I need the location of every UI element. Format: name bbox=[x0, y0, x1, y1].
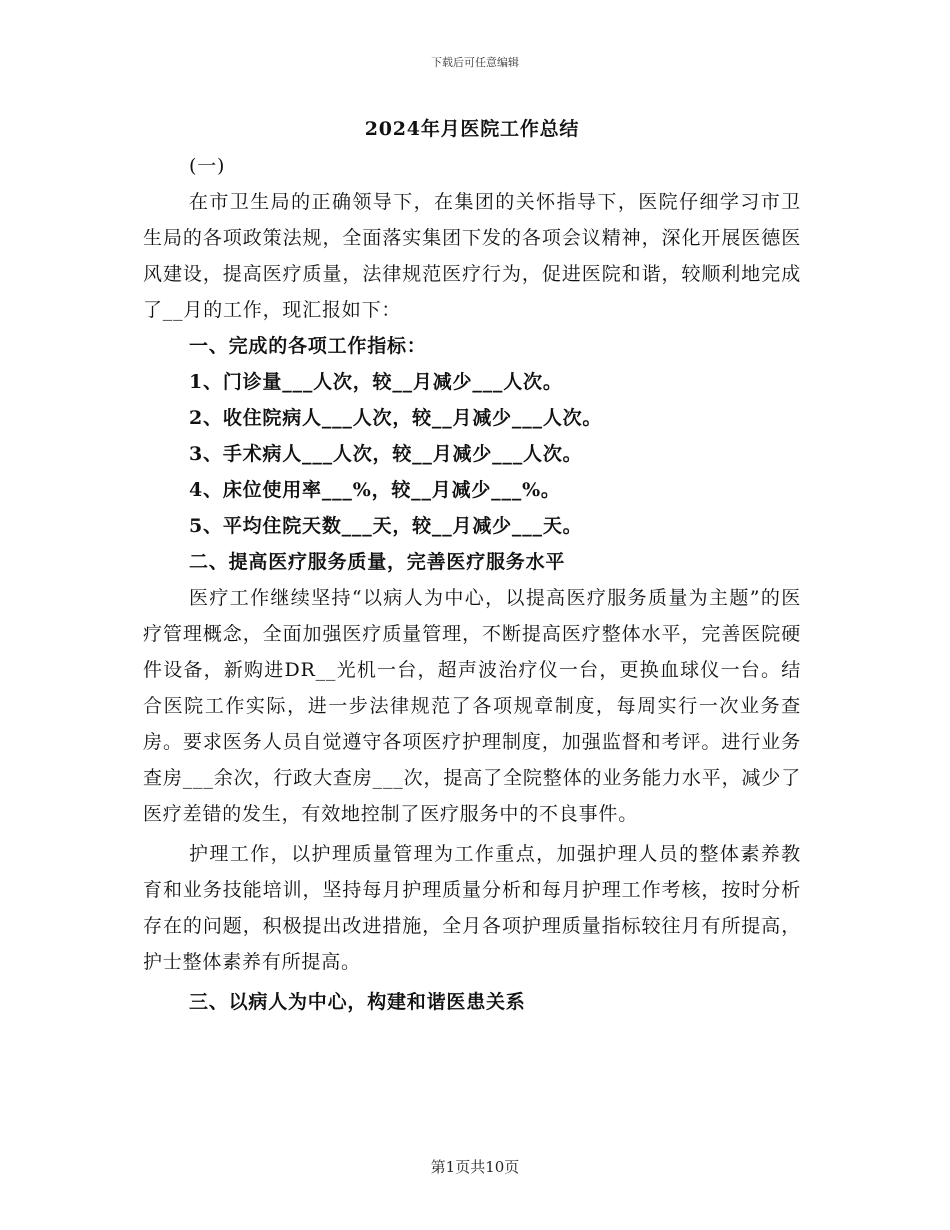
part-label: (一) bbox=[189, 155, 226, 177]
indicator-item-5: 5、平均住院天数___天，较__月减少___天。 bbox=[189, 515, 583, 537]
nursing-work-paragraph: 护理工作，以护理质量管理为工作重点，加强护理人员的整体素养教育和业务技能培训，坚持每月护理质量分析和每月护理工作考核，按时分析存在的问题，积极提出改进措施，全月各项护理质量指标较往月有所提高，护士整体素养有所提高。 bbox=[143, 843, 801, 973]
indicator-item-3: 3、手术病人___人次，较__月减少___人次。 bbox=[189, 443, 583, 465]
section2-heading: 二、提高医疗服务质量，完善医疗服务水平 bbox=[189, 551, 566, 573]
indicator-item-1: 1、门诊量___人次，较__月减少___人次。 bbox=[189, 371, 563, 393]
document-body bbox=[143, 112, 801, 1020]
page-header-note: 下载后可任意编辑 bbox=[431, 56, 519, 69]
medical-work-paragraph: 医疗工作继续坚持“以病人为中心，以提高医疗服务质量为主题”的医疗管理概念，全面加强医疗质量管理，不断提高医疗整体水平，完善医院硬件设备，新购进DR__光机一台，超声波治疗仪一台，更换血球仪一台。结合医院工作实际，进一步法律规范了各项规章制度，每周实行一次业务查房。要求医务人员自觉遵守各项医疗护理制度，加强监督和考评。进行业务查房___余次，行政大查房___次，提高了全院整体的业务能力水平，减少了医疗差错的发生，有效地控制了医疗服务中的不良事件。 bbox=[143, 587, 801, 825]
intro-paragraph: 在市卫生局的正确领导下，在集团的关怀指导下，医院仔细学习市卫生局的各项政策法规，全面落实集团下发的各项会议精神，深化开展医德医风建设，提高医疗质量，法律规范医疗行为，促进医院和谐，较顺利地完成了__月的工作，现汇报如下： bbox=[143, 191, 801, 321]
section3-heading: 三、以病人为中心，构建和谐医患关系 bbox=[189, 991, 526, 1013]
document-title: 2024年月医院工作总结 bbox=[364, 118, 580, 140]
section1-heading: 一、完成的各项工作指标： bbox=[189, 335, 427, 357]
indicator-item-2: 2、收住院病人___人次，较__月减少___人次。 bbox=[189, 407, 603, 429]
indicator-item-4: 4、床位使用率___%，较__月减少___%。 bbox=[189, 479, 561, 501]
page-number: 第1页共10页 bbox=[430, 1158, 520, 1176]
